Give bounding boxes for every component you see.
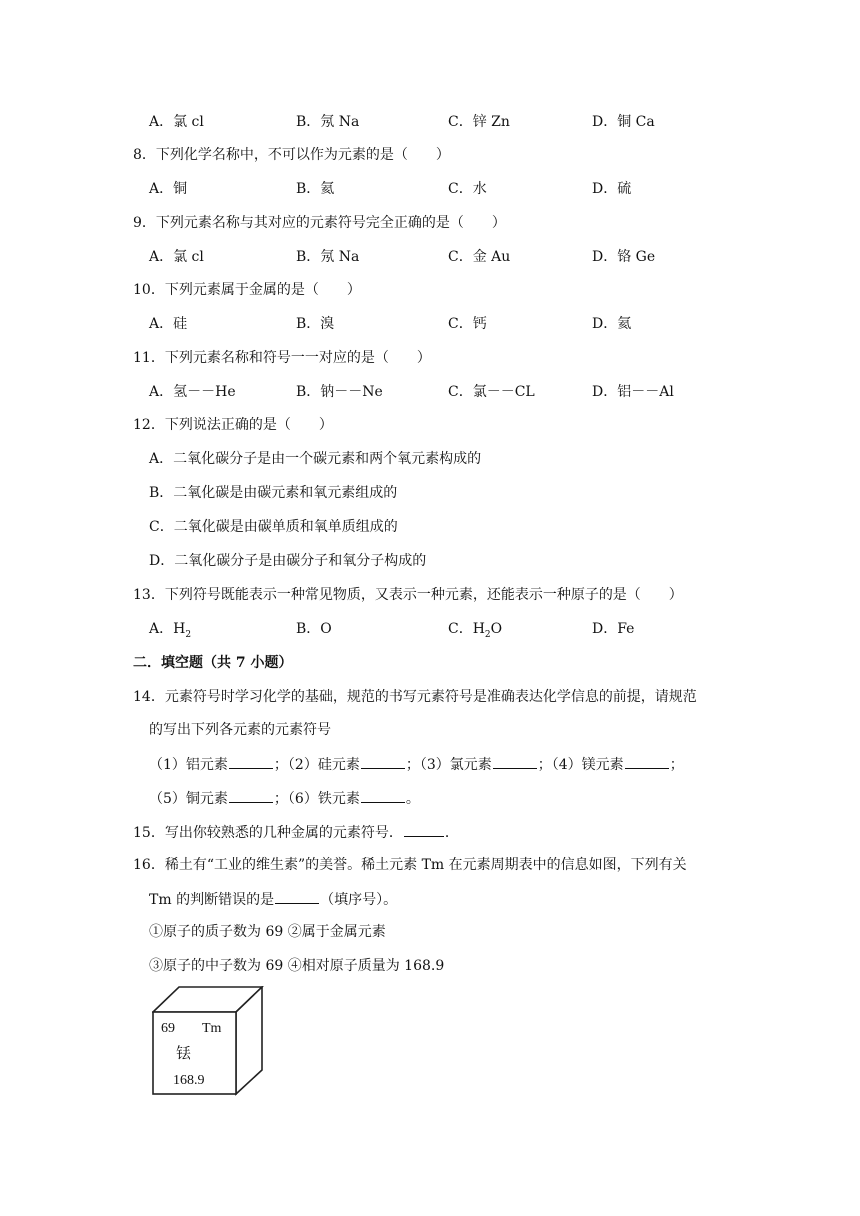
q16-items-line2: ③原子的中子数为 69 ④相对原子质量为 168.9 bbox=[149, 958, 445, 974]
answer-blank-q15[interactable] bbox=[404, 822, 444, 837]
q12-option-b: B．二氧化碳是由碳元素和氧元素组成的 bbox=[149, 485, 398, 501]
q16-stem-line1: 16．稀土有“工业的维生素”的美誉。稀土元素 Tm 在元素周期表中的信息如图，下列有关 bbox=[133, 857, 687, 873]
answer-blank-q16[interactable] bbox=[275, 889, 319, 904]
q13-option-c: C．$H_2O$ bbox=[448, 621, 503, 640]
element-card-figure bbox=[152, 986, 264, 1100]
q12-option-d: D．二氧化碳分子是由碳分子和氧分子构成的 bbox=[149, 553, 427, 569]
element-name: 铥 bbox=[176, 1044, 192, 1062]
answer-blank-6[interactable] bbox=[361, 788, 405, 803]
q11-stem: 11．下列元素名称和符号一一对应的是（ ） bbox=[133, 350, 431, 366]
section-title: 二．填空题（共 7 小题） bbox=[133, 655, 293, 671]
q9-stem: 9．下列元素名称与其对应的元素符号完全正确的是（ ） bbox=[133, 215, 506, 231]
answer-blank-2[interactable] bbox=[361, 754, 405, 769]
element-cube-drawing bbox=[152, 986, 264, 1096]
q7-option-d: D．铜 Ca bbox=[592, 114, 655, 130]
answer-blank-4[interactable] bbox=[625, 754, 669, 769]
q11-option-c: C．氯－－CL bbox=[448, 384, 535, 400]
q16-stem-line2: Tm 的判断错误的是 （填序号）。 bbox=[149, 889, 397, 910]
q10-option-b: B．溴 bbox=[296, 316, 335, 332]
q9-option-c: C．金 Au bbox=[448, 249, 511, 265]
q8-option-b: B．氦 bbox=[296, 181, 335, 197]
q8-option-a: A．铜 bbox=[149, 181, 188, 197]
q12-stem: 12．下列说法正确的是（ ） bbox=[133, 417, 333, 433]
q7-option-b: B．氖 Na bbox=[296, 114, 360, 130]
q11-option-d: D．铝－－Al bbox=[592, 384, 674, 400]
q9-option-d: D．铬 Ge bbox=[592, 249, 656, 265]
q8-option-c: C．水 bbox=[448, 181, 487, 197]
q13-option-d: D．Fe bbox=[592, 621, 635, 637]
q10-option-a: A．硅 bbox=[149, 316, 188, 332]
q10-option-d: D．氦 bbox=[592, 316, 632, 332]
element-symbol: Tm bbox=[202, 1021, 222, 1036]
q13-stem: 13．下列符号既能表示一种常见物质，又表示一种元素，还能表示一种原子的是（ ） bbox=[133, 587, 683, 603]
q14-blanks-row1: （1）铝元素 ；（2）硅元素 ；（3）氯元素 ；（4）镁元素 ； bbox=[149, 754, 684, 775]
q7-option-a: A．氯 cl bbox=[149, 114, 204, 130]
q13-option-b: B．O bbox=[296, 621, 332, 637]
q14-stem-line2: 的写出下列各元素的元素符号 bbox=[149, 722, 331, 738]
q9-option-b: B．氖 Na bbox=[296, 249, 360, 265]
q12-option-a: A．二氧化碳分子是由一个碳元素和两个氧元素构成的 bbox=[149, 451, 482, 467]
q10-stem: 10．下列元素属于金属的是（ ） bbox=[133, 282, 361, 298]
q14-blanks-row2: （5）铜元素 ；（6）铁元素 。 bbox=[149, 788, 420, 809]
q15-stem: 15．写出你较熟悉的几种金属的元素符号． ． bbox=[133, 822, 459, 843]
answer-blank-3[interactable] bbox=[493, 754, 537, 769]
q11-option-b: B．钠－－Ne bbox=[296, 384, 383, 400]
q11-option-a: A．氢－－He bbox=[149, 384, 236, 400]
q7-option-c: C．锌 Zn bbox=[448, 114, 510, 130]
q16-items-line1: ①原子的质子数为 69 ②属于金属元素 bbox=[149, 924, 386, 940]
q13-option-a: A．$H_2$ bbox=[149, 621, 192, 640]
q10-option-c: C．钙 bbox=[448, 316, 487, 332]
q12-option-c: C．二氧化碳是由碳单质和氧单质组成的 bbox=[149, 519, 398, 535]
element-mass: 168.9 bbox=[173, 1073, 205, 1088]
q8-option-d: D．硫 bbox=[592, 181, 632, 197]
q14-stem-line1: 14．元素符号时学习化学的基础，规范的书写元素符号是准确表达化学信息的前提，请规范 bbox=[133, 689, 697, 705]
element-number: 69 bbox=[161, 1021, 175, 1036]
answer-blank-1[interactable] bbox=[229, 754, 273, 769]
answer-blank-5[interactable] bbox=[229, 788, 273, 803]
q8-stem: 8．下列化学名称中，不可以作为元素的是（ ） bbox=[133, 147, 450, 163]
q9-option-a: A．氯 cl bbox=[149, 249, 204, 265]
